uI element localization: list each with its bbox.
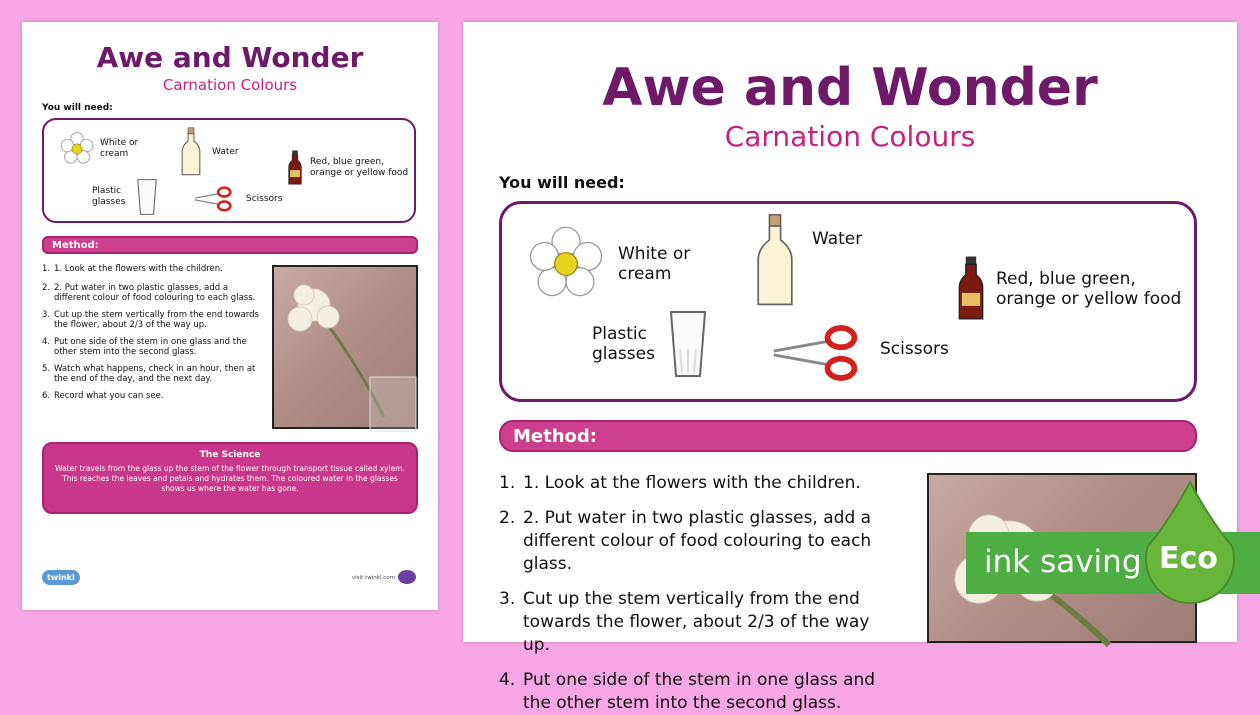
step-number: 4. [42, 337, 51, 347]
item-flower-label-large: White or cream [618, 243, 691, 284]
step-text: Put one side of the stem in one glass and the other stem into the second glass. [54, 337, 247, 357]
item-glasses-label: Plastic glasses [92, 186, 126, 207]
item-water-label: Water [212, 146, 239, 157]
water-bottle-icon [180, 126, 202, 178]
item-food-large [958, 256, 1186, 322]
step-text-large: 2. Put water in two plastic glasses, add a different colour of food colouring to each glass. [523, 508, 872, 574]
water-bottle-icon-large [754, 212, 796, 310]
step-number: 2. [42, 283, 51, 293]
item-flower-large [528, 226, 708, 302]
step-text: 1. Look at the flowers with the children. [54, 264, 223, 274]
plastic-glass-icon [136, 178, 158, 216]
item-food-label-large: Red, blue green, orange or yellow food [996, 268, 1182, 309]
twinkl-footer-logo [398, 570, 416, 584]
method-label: Method: [52, 240, 99, 251]
item-scissors-label: Scissors [246, 193, 283, 204]
item-water-large [754, 212, 862, 310]
step-number: 6. [42, 391, 51, 401]
footer-url[interactable]: visit twinkl.com [352, 575, 395, 581]
step-text-large: Cut up the stem vertically from the end towards the flower, about 2/3 of the way up. [523, 589, 870, 655]
item-flower [60, 132, 148, 166]
materials-box [42, 118, 416, 223]
method-header-large [499, 420, 1197, 452]
item-water [180, 126, 239, 178]
flower-icon-large [528, 226, 604, 302]
step-text: Watch what happens, check in an hour, then at the end of the day, and the next day. [54, 364, 256, 384]
step-number: 1. [42, 264, 51, 274]
step-text: Record what you can see. [54, 391, 164, 401]
step-item [42, 391, 264, 401]
step-item [42, 310, 264, 330]
item-glasses-large [592, 308, 708, 380]
method-steps-large [499, 472, 899, 715]
page-subtitle-large: Carnation Colours [724, 120, 976, 153]
step-number-large: 3. [499, 589, 516, 609]
step-number: 5. [42, 364, 51, 374]
science-title: The Science [199, 450, 261, 460]
step-text: 2. Put water in two plastic glasses, add a different colour of food colouring to each glass. [54, 283, 256, 303]
scissors-icon [186, 186, 240, 212]
food-colouring-icon [288, 150, 302, 186]
page-title-large: Awe and Wonder [602, 58, 1098, 118]
worksheet-thumbnail[interactable] [22, 22, 438, 610]
step-item [42, 337, 264, 357]
step-number-large: 2. [499, 508, 516, 528]
step-item-large [499, 669, 899, 715]
step-item-large [499, 507, 899, 576]
method-header [42, 236, 418, 254]
item-glasses-label-large: Plastic glasses [592, 323, 655, 364]
food-colouring-icon-large [958, 256, 984, 322]
step-item-large [499, 588, 899, 657]
step-item [42, 283, 264, 303]
step-item [42, 364, 264, 384]
method-label-large: Method: [513, 426, 597, 447]
step-number-large: 1. [499, 473, 516, 493]
item-glasses [92, 178, 158, 216]
step-number-large: 4. [499, 670, 516, 690]
page-subtitle: Carnation Colours [162, 76, 298, 94]
you-will-need-label: You will need: [42, 103, 113, 113]
item-flower-label: White or cream [100, 138, 139, 159]
twinkl-logo-text: twinkl [47, 573, 75, 582]
item-food [288, 150, 410, 186]
item-scissors [186, 186, 282, 212]
item-scissors-large [768, 324, 949, 382]
step-item [42, 264, 264, 274]
step-number: 3. [42, 310, 51, 320]
ink-saving-label: ink saving [984, 544, 1142, 580]
eco-label: Eco [1159, 541, 1218, 576]
step-item-large [499, 472, 899, 495]
twinkl-logo [42, 570, 80, 585]
step-text: Cut up the stem vertically from the end towards the flower, about 2/3 of the way up. [54, 310, 259, 330]
page-title: Awe and Wonder [96, 41, 364, 74]
scissors-icon-large [768, 324, 864, 382]
plastic-glass-icon-large [668, 308, 708, 380]
flower-icon [60, 132, 94, 166]
materials-box-large [499, 201, 1197, 402]
science-box [42, 442, 418, 514]
science-text: Water travels from the glass up the stem of the flower through transport tissue called xylem. This reaches the leaves and petals and hydrates them. The coloured water in the glasses shows us where the water has gone. [55, 464, 405, 494]
item-scissors-label-large: Scissors [880, 338, 949, 359]
method-steps [42, 264, 264, 401]
item-food-label: Red, blue green, orange or yellow food [310, 157, 409, 178]
you-will-need-label-large: You will need: [499, 173, 625, 192]
item-water-label-large: Water [812, 228, 863, 249]
carnation-image [274, 267, 420, 431]
step-text-large: Put one side of the stem in one glass and the other stem into the second glass. [523, 670, 876, 713]
carnation-photo [272, 265, 418, 429]
step-text-large: 1. Look at the flowers with the children. [523, 473, 861, 493]
